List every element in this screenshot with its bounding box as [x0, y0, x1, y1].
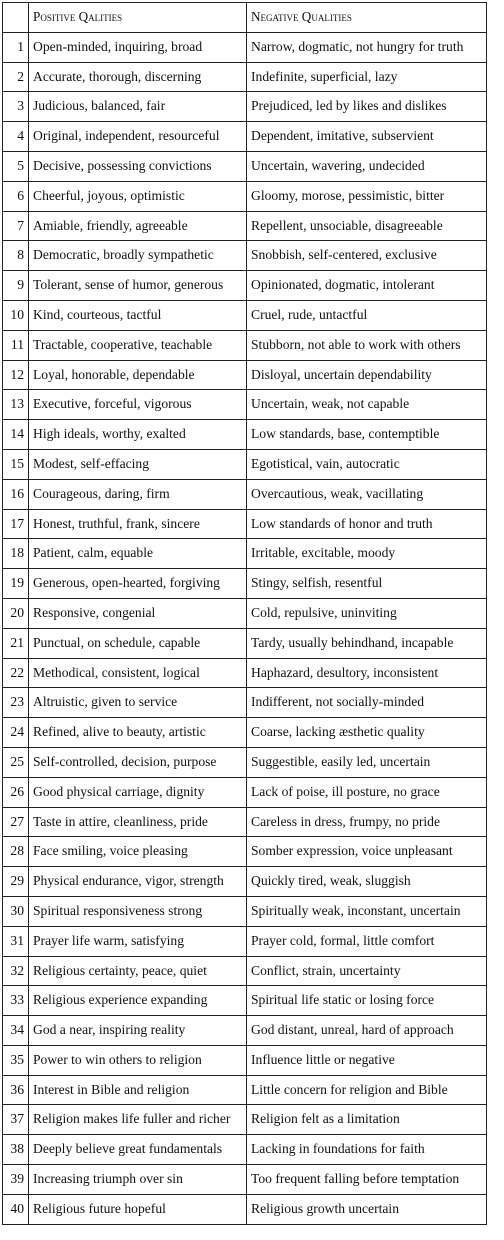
negative-quality-cell: Narrow, dogmatic, not hungry for truth: [247, 32, 487, 62]
row-number: 37: [3, 1105, 29, 1135]
table-row: [3, 32, 487, 62]
table-row: [3, 658, 487, 688]
negative-qualities-header: Negative Qualities: [247, 3, 487, 33]
positive-quality-cell: Religious certainty, peace, quiet: [29, 956, 247, 986]
negative-quality-cell: Cruel, rude, untactful: [247, 300, 487, 330]
positive-quality-cell: Kind, courteous, tactful: [29, 300, 247, 330]
table-row: [3, 390, 487, 420]
row-number: 23: [3, 688, 29, 718]
table-row: [3, 1045, 487, 1075]
row-number: 17: [3, 509, 29, 539]
negative-quality-cell: Cold, repulsive, uninviting: [247, 598, 487, 628]
row-number: 34: [3, 1016, 29, 1046]
negative-quality-cell: Overcautious, weak, vacillating: [247, 479, 487, 509]
positive-quality-cell: Prayer life warm, satisfying: [29, 926, 247, 956]
row-number: 30: [3, 896, 29, 926]
row-number: 27: [3, 807, 29, 837]
positive-quality-cell: Executive, forceful, vigorous: [29, 390, 247, 420]
table-row: [3, 181, 487, 211]
negative-quality-cell: Lacking in foundations for faith: [247, 1135, 487, 1165]
positive-quality-cell: Open-minded, inquiring, broad: [29, 32, 247, 62]
positive-quality-cell: Religious future hopeful: [29, 1194, 247, 1224]
positive-quality-cell: Religion makes life fuller and richer: [29, 1105, 247, 1135]
table-row: [3, 867, 487, 897]
positive-quality-cell: Tractable, cooperative, teachable: [29, 330, 247, 360]
row-number: 19: [3, 569, 29, 599]
positive-quality-cell: Power to win others to religion: [29, 1045, 247, 1075]
negative-quality-cell: God distant, unreal, hard of approach: [247, 1016, 487, 1046]
negative-quality-cell: Uncertain, wavering, undecided: [247, 151, 487, 181]
negative-quality-cell: Egotistical, vain, autocratic: [247, 449, 487, 479]
positive-quality-cell: Deeply believe great fundamentals: [29, 1135, 247, 1165]
table-row: [3, 62, 487, 92]
row-number: 22: [3, 658, 29, 688]
positive-quality-cell: Decisive, possessing convictions: [29, 151, 247, 181]
table-row: [3, 1016, 487, 1046]
table-row: [3, 747, 487, 777]
table-row: [3, 628, 487, 658]
table-row: [3, 1135, 487, 1165]
table-row: [3, 1194, 487, 1224]
positive-quality-cell: Punctual, on schedule, capable: [29, 628, 247, 658]
positive-quality-cell: Modest, self-effacing: [29, 449, 247, 479]
positive-quality-cell: Original, independent, resourceful: [29, 122, 247, 152]
row-number: 24: [3, 718, 29, 748]
qualities-table: [2, 2, 487, 1225]
row-number: 12: [3, 360, 29, 390]
table-row: [3, 986, 487, 1016]
negative-quality-cell: Low standards, base, contemptible: [247, 420, 487, 450]
negative-quality-cell: Indifferent, not socially-minded: [247, 688, 487, 718]
positive-quality-cell: Judicious, balanced, fair: [29, 92, 247, 122]
positive-quality-cell: Altruistic, given to service: [29, 688, 247, 718]
positive-quality-cell: Tolerant, sense of humor, generous: [29, 271, 247, 301]
negative-quality-cell: Snobbish, self-centered, exclusive: [247, 241, 487, 271]
row-number: 15: [3, 449, 29, 479]
row-number: 6: [3, 181, 29, 211]
row-number: 20: [3, 598, 29, 628]
positive-qualities-header: Positive Qalities: [29, 3, 247, 33]
table-row: [3, 926, 487, 956]
row-number: 35: [3, 1045, 29, 1075]
negative-quality-cell: Haphazard, desultory, inconsistent: [247, 658, 487, 688]
row-number: 10: [3, 300, 29, 330]
positive-quality-cell: Responsive, congenial: [29, 598, 247, 628]
negative-quality-cell: Too frequent falling before temptation: [247, 1165, 487, 1195]
table-row: [3, 539, 487, 569]
positive-quality-cell: Refined, alive to beauty, artistic: [29, 718, 247, 748]
row-number: 14: [3, 420, 29, 450]
positive-quality-cell: Methodical, consistent, logical: [29, 658, 247, 688]
negative-quality-cell: Influence little or negative: [247, 1045, 487, 1075]
number-header: [3, 3, 29, 33]
table-row: [3, 807, 487, 837]
negative-quality-cell: Low standards of honor and truth: [247, 509, 487, 539]
positive-quality-cell: Accurate, thorough, discerning: [29, 62, 247, 92]
negative-quality-cell: Uncertain, weak, not capable: [247, 390, 487, 420]
row-number: 9: [3, 271, 29, 301]
positive-quality-cell: Taste in attire, cleanliness, pride: [29, 807, 247, 837]
negative-quality-cell: Religious growth uncertain: [247, 1194, 487, 1224]
row-number: 32: [3, 956, 29, 986]
row-number: 25: [3, 747, 29, 777]
row-number: 36: [3, 1075, 29, 1105]
positive-quality-cell: Increasing triumph over sin: [29, 1165, 247, 1195]
row-number: 5: [3, 151, 29, 181]
table-row: [3, 956, 487, 986]
table-row: [3, 420, 487, 450]
positive-quality-cell: Religious experience expanding: [29, 986, 247, 1016]
table-row: [3, 449, 487, 479]
table-row: [3, 479, 487, 509]
positive-quality-cell: God a near, inspiring reality: [29, 1016, 247, 1046]
row-number: 21: [3, 628, 29, 658]
row-number: 31: [3, 926, 29, 956]
table-row: [3, 151, 487, 181]
positive-quality-cell: Amiable, friendly, agreeable: [29, 211, 247, 241]
negative-quality-cell: Quickly tired, weak, sluggish: [247, 867, 487, 897]
positive-quality-cell: Courageous, daring, firm: [29, 479, 247, 509]
negative-quality-cell: Dependent, imitative, subservient: [247, 122, 487, 152]
negative-quality-cell: Coarse, lacking æsthetic quality: [247, 718, 487, 748]
table-row: [3, 360, 487, 390]
table-row: [3, 509, 487, 539]
positive-quality-cell: Self-controlled, decision, purpose: [29, 747, 247, 777]
negative-quality-cell: Opinionated, dogmatic, intolerant: [247, 271, 487, 301]
positive-quality-cell: Generous, open-hearted, forgiving: [29, 569, 247, 599]
positive-quality-cell: Spiritual responsiveness strong: [29, 896, 247, 926]
row-number: 28: [3, 837, 29, 867]
table-row: [3, 777, 487, 807]
row-number: 11: [3, 330, 29, 360]
table-row: [3, 1075, 487, 1105]
header-row: [3, 3, 487, 33]
positive-quality-cell: Cheerful, joyous, optimistic: [29, 181, 247, 211]
negative-quality-cell: Somber expression, voice unpleasant: [247, 837, 487, 867]
row-number: 8: [3, 241, 29, 271]
negative-quality-cell: Prejudiced, led by likes and dislikes: [247, 92, 487, 122]
row-number: 4: [3, 122, 29, 152]
row-number: 13: [3, 390, 29, 420]
negative-quality-cell: Stubborn, not able to work with others: [247, 330, 487, 360]
row-number: 40: [3, 1194, 29, 1224]
negative-quality-cell: Indefinite, superficial, lazy: [247, 62, 487, 92]
negative-quality-cell: Irritable, excitable, moody: [247, 539, 487, 569]
positive-quality-cell: Physical endurance, vigor, strength: [29, 867, 247, 897]
table-row: [3, 271, 487, 301]
row-number: 16: [3, 479, 29, 509]
table-row: [3, 330, 487, 360]
negative-quality-cell: Suggestible, easily led, uncertain: [247, 747, 487, 777]
negative-quality-cell: Conflict, strain, uncertainty: [247, 956, 487, 986]
row-number: 29: [3, 867, 29, 897]
table-row: [3, 837, 487, 867]
negative-quality-cell: Prayer cold, formal, little comfort: [247, 926, 487, 956]
negative-quality-cell: Little concern for religion and Bible: [247, 1075, 487, 1105]
table-row: [3, 1105, 487, 1135]
negative-quality-cell: Spiritual life static or losing force: [247, 986, 487, 1016]
row-number: 2: [3, 62, 29, 92]
table-row: [3, 300, 487, 330]
positive-quality-cell: Good physical carriage, dignity: [29, 777, 247, 807]
table-row: [3, 122, 487, 152]
row-number: 38: [3, 1135, 29, 1165]
negative-quality-cell: Religion felt as a limitation: [247, 1105, 487, 1135]
row-number: 33: [3, 986, 29, 1016]
table-row: [3, 211, 487, 241]
positive-quality-cell: Patient, calm, equable: [29, 539, 247, 569]
table-row: [3, 1165, 487, 1195]
table-row: [3, 688, 487, 718]
table-row: [3, 241, 487, 271]
negative-quality-cell: Spiritually weak, inconstant, uncertain: [247, 896, 487, 926]
negative-quality-cell: Disloyal, uncertain dependability: [247, 360, 487, 390]
positive-quality-cell: Loyal, honorable, dependable: [29, 360, 247, 390]
negative-quality-cell: Gloomy, morose, pessimistic, bitter: [247, 181, 487, 211]
negative-quality-cell: Stingy, selfish, resentful: [247, 569, 487, 599]
positive-quality-cell: Honest, truthful, frank, sincere: [29, 509, 247, 539]
positive-quality-cell: Democratic, broadly sympathetic: [29, 241, 247, 271]
negative-quality-cell: Careless in dress, frumpy, no pride: [247, 807, 487, 837]
positive-quality-cell: Face smiling, voice pleasing: [29, 837, 247, 867]
table-row: [3, 569, 487, 599]
negative-quality-cell: Repellent, unsociable, disagreeable: [247, 211, 487, 241]
table-row: [3, 896, 487, 926]
row-number: 26: [3, 777, 29, 807]
negative-quality-cell: Tardy, usually behindhand, incapable: [247, 628, 487, 658]
table-row: [3, 598, 487, 628]
positive-quality-cell: Interest in Bible and religion: [29, 1075, 247, 1105]
row-number: 3: [3, 92, 29, 122]
row-number: 39: [3, 1165, 29, 1195]
table-row: [3, 718, 487, 748]
row-number: 7: [3, 211, 29, 241]
row-number: 18: [3, 539, 29, 569]
table-row: [3, 92, 487, 122]
positive-quality-cell: High ideals, worthy, exalted: [29, 420, 247, 450]
negative-quality-cell: Lack of poise, ill posture, no grace: [247, 777, 487, 807]
row-number: 1: [3, 32, 29, 62]
